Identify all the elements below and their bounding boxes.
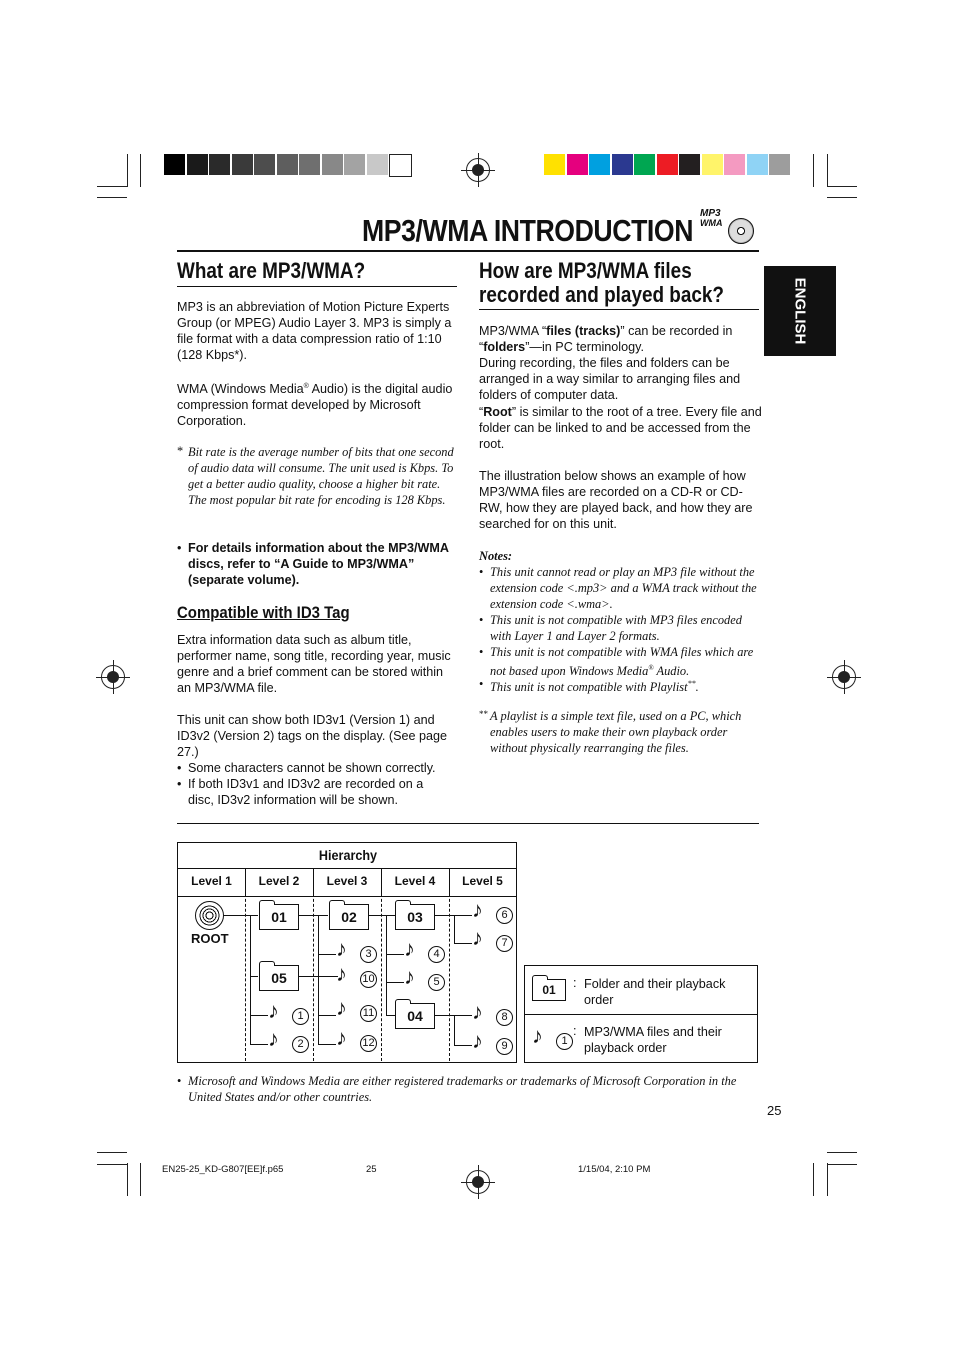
connector <box>454 943 472 944</box>
gray-swatch <box>299 154 320 175</box>
connector <box>386 954 404 955</box>
gray-swatch <box>187 154 208 175</box>
connector <box>434 915 472 916</box>
recording-paragraph: During recording, the files and folders can be arranged in a way similar to arranging files and folders of computer data. <box>479 356 741 402</box>
track-file-6 <box>472 897 522 925</box>
note-3-text-b: Audio. <box>653 664 690 679</box>
footer-timestamp: 1/15/04, 2:10 PM <box>578 1164 651 1175</box>
crop-mark <box>140 154 141 187</box>
color-swatch <box>702 154 723 175</box>
page-title: MP3/WMA INTRODUCTION <box>362 213 694 248</box>
title-rule <box>177 250 759 252</box>
left-heading-rule <box>177 286 457 287</box>
level-separator <box>449 869 450 1061</box>
root-paragraph <box>479 404 763 452</box>
gray-swatch <box>209 154 230 175</box>
note-2: This unit is not compatible with MP3 files encoded with Layer 1 and Layer 2 formats. <box>490 613 742 643</box>
level-label-4: Level 4 <box>394 874 436 888</box>
mp3-paragraph: MP3 is an abbreviation of Motion Picture Experts Group (or MPEG) Audio Layer 3. MP3 is simply a file format with a data compression ratio of 1:10 (128 Kbps*). <box>177 300 452 362</box>
level-label-3: Level 3 <box>326 874 368 888</box>
crop-mark <box>97 1164 127 1165</box>
crop-mark <box>813 154 814 187</box>
bullet-dot: • <box>479 565 484 579</box>
track-file-5 <box>404 964 454 992</box>
bullet-dot: • <box>177 761 182 775</box>
note-4-sup: ** <box>687 679 696 688</box>
disc-icon <box>728 218 754 244</box>
crop-mark <box>827 1152 857 1153</box>
music-note-icon: ♪ <box>336 936 347 961</box>
music-note-icon: ♪ <box>268 1026 279 1051</box>
crop-mark <box>827 186 857 187</box>
connector <box>318 954 336 955</box>
folders-text-bold: folders <box>483 340 526 354</box>
registration-mark-icon <box>466 1170 490 1194</box>
connector <box>223 915 258 916</box>
track-file-1 <box>268 998 318 1026</box>
page-number: 25 <box>767 1103 782 1118</box>
track-file-10 <box>336 961 386 989</box>
registration-mark-icon <box>832 665 856 689</box>
diagram-legend <box>524 965 758 1063</box>
note-3-text-a: This unit is not compatible with WMA files which are not based upon Windows Media <box>490 645 754 679</box>
note-3 <box>490 644 758 679</box>
mp3-wma-badge-icon <box>696 208 758 246</box>
illustration-paragraph: The illustration below shows an example of how MP3/WMA files are recorded on a CD-R or CD-RW, how they are played back, and how they are searched for on this unit. <box>479 469 753 531</box>
music-note-icon: ♪ <box>472 925 483 950</box>
track-number: 7 <box>496 935 513 952</box>
connector <box>454 915 455 943</box>
header-separator <box>449 869 450 896</box>
folder-01: 01 <box>259 904 299 930</box>
root-text-c: ” is similar to the root of a tree. Every file and folder can be linked to and be accessed from the root. <box>479 405 762 451</box>
color-swatch <box>747 154 768 175</box>
gray-swatch <box>322 154 343 175</box>
crop-mark <box>827 154 828 187</box>
crop-mark <box>813 1163 814 1196</box>
hierarchy-title: Hierarchy <box>318 847 378 863</box>
track-file-12 <box>336 1025 386 1053</box>
id3-paragraph-2: This unit can show both ID3v1 (Version 1) and ID3v2 (Version 2) tags on the display. (See page 27.) <box>177 713 447 759</box>
wma-paragraph <box>177 379 457 429</box>
track-file-4 <box>404 936 454 964</box>
files-text-bold: files (tracks) <box>546 324 621 338</box>
gray-swatch <box>344 154 365 175</box>
bullet-dot: • <box>479 645 484 659</box>
level-separator <box>313 869 314 1061</box>
root-text-a: “ <box>479 405 484 419</box>
root-disc-icon <box>195 901 224 930</box>
language-tab-label: ENGLISH <box>791 277 809 345</box>
track-number: 1 <box>556 1033 573 1050</box>
track-number: 5 <box>428 974 445 991</box>
bullet-dot: • <box>479 677 484 691</box>
crop-mark <box>97 197 127 198</box>
note-3-sup: ® <box>648 664 654 672</box>
footnote-mark: * <box>177 444 184 458</box>
crop-mark <box>97 1152 127 1153</box>
files-paragraph <box>479 323 759 355</box>
note-4-text-b: . <box>695 680 699 695</box>
connector <box>386 915 387 1015</box>
level-header-rule <box>178 896 516 897</box>
connector <box>454 1015 455 1045</box>
hierarchy-diagram <box>177 842 517 1063</box>
level-label-1: Level 1 <box>191 874 232 888</box>
legend-colon: : <box>573 1024 577 1038</box>
registration-mark-icon <box>466 158 490 182</box>
legend-colon: : <box>573 976 577 990</box>
legend-divider <box>525 1014 757 1015</box>
track-number: 11 <box>360 1005 377 1022</box>
music-note-icon: ♪ <box>336 961 347 986</box>
music-note-icon: ♪ <box>472 897 483 922</box>
id3-bullet-1: Some characters cannot be shown correctly. <box>188 761 436 775</box>
root-text-bold: Root <box>483 405 512 419</box>
music-note-icon: ♪ <box>268 998 279 1023</box>
legend-folder-text: Folder and their playback order <box>584 977 726 1007</box>
track-number: 4 <box>428 946 445 963</box>
header-separator <box>313 869 314 896</box>
track-number: 1 <box>292 1008 309 1025</box>
crop-mark <box>127 1163 128 1196</box>
wma-text-b: Audio) is the digital audio compression format developed by Microsoft Corporation. <box>177 382 453 429</box>
folder-03: 03 <box>395 904 435 930</box>
registration-mark-icon <box>101 665 125 689</box>
gray-swatch <box>254 154 275 175</box>
header-separator <box>245 869 246 896</box>
track-number: 10 <box>360 971 377 988</box>
connector <box>434 1015 472 1016</box>
right-heading-rule <box>479 309 759 310</box>
wma-text-a: WMA (Windows Media <box>177 382 304 397</box>
legend-folder-icon: 01 <box>532 979 566 1001</box>
crop-mark <box>827 1163 828 1196</box>
color-swatch <box>679 154 700 175</box>
track-number: 2 <box>292 1036 309 1053</box>
crop-mark <box>827 197 857 198</box>
note-4 <box>490 676 758 695</box>
color-swatch <box>612 154 633 175</box>
track-file-7 <box>472 925 522 953</box>
connector <box>454 1045 472 1046</box>
header-separator <box>381 869 382 896</box>
trademark-notice: Microsoft and Windows Media are either registered trademarks or trademarks of Microsoft Corporation in the United States and/or other countries. <box>188 1074 737 1104</box>
badge-wma-text: WMA <box>700 218 723 228</box>
bullet-dot: • <box>479 613 484 627</box>
folder-04: 04 <box>395 1003 435 1029</box>
note-4-text-a: This unit is not compatible with Playlist <box>490 680 688 695</box>
id3-bullet-2: If both ID3v1 and ID3v2 are recorded on a disc, ID3v2 information will be shown. <box>188 777 424 807</box>
track-number: 9 <box>496 1038 513 1055</box>
gray-swatch <box>164 154 185 175</box>
section-divider <box>177 823 759 824</box>
connector <box>386 982 404 983</box>
gray-swatch <box>367 154 388 175</box>
root-label: ROOT <box>191 931 229 946</box>
footer-page: 25 <box>366 1164 377 1175</box>
files-text-e: ”—in PC terminology. <box>525 340 644 354</box>
music-note-icon: ♪ <box>336 995 347 1020</box>
right-heading-line-2: recorded and played back? <box>479 282 724 307</box>
connector <box>250 1044 268 1045</box>
crop-mark <box>827 1164 857 1165</box>
color-swatch <box>567 154 588 175</box>
gray-swatch <box>389 154 412 177</box>
connector <box>318 915 319 1045</box>
crop-mark <box>140 1163 141 1196</box>
bullet-dot: • <box>177 777 182 791</box>
bullet-dot: • <box>177 541 182 555</box>
track-file-2 <box>268 1026 318 1054</box>
music-note-icon: ♪ <box>404 964 415 989</box>
files-text-a: MP3/WMA “ <box>479 324 547 338</box>
track-number: 12 <box>360 1035 377 1052</box>
crop-mark <box>97 186 127 187</box>
track-number: 8 <box>496 1009 513 1026</box>
badge-mp3-text: MP3 <box>700 208 721 219</box>
connector <box>250 915 251 1045</box>
notes-title: Notes: <box>479 549 513 563</box>
connector <box>250 976 258 977</box>
level-separator <box>245 869 246 1061</box>
files-text-c: ” can be recorded in “ <box>479 324 733 354</box>
color-swatch <box>657 154 678 175</box>
color-swatch <box>724 154 745 175</box>
track-file-11 <box>336 995 386 1023</box>
connector <box>250 1015 268 1016</box>
music-note-icon: ♪ <box>472 999 483 1024</box>
gray-swatch <box>277 154 298 175</box>
left-heading: What are MP3/WMA? <box>177 258 366 283</box>
track-number: 6 <box>496 907 513 924</box>
bullet-dot: • <box>177 1074 182 1088</box>
folder-05: 05 <box>259 965 299 991</box>
music-note-icon: ♪ <box>404 936 415 961</box>
wma-sup: ® <box>303 383 309 390</box>
right-heading-line-1: How are MP3/WMA files <box>479 258 692 283</box>
crop-mark <box>127 154 128 187</box>
gray-swatch <box>232 154 253 175</box>
color-swatch <box>544 154 565 175</box>
note-1: This unit cannot read or play an MP3 file without the extension code <.mp3> and a WMA track without the extension code <.wma>. <box>490 565 757 611</box>
id3-paragraph-1: Extra information data such as album title, performer name, song title, recording year, music genre and a brief comment can be stored within an MP3/WMA file. <box>177 633 451 695</box>
language-tab <box>764 266 836 356</box>
details-bullet: For details information about the MP3/WMA discs, refer to “A Guide to MP3/WMA” (separate volume). <box>188 541 449 587</box>
color-swatch <box>589 154 610 175</box>
connector <box>318 1015 336 1016</box>
track-file-9 <box>472 1028 522 1056</box>
track-number: 3 <box>360 946 377 963</box>
connector <box>318 1044 336 1045</box>
hierarchy-title-rule <box>178 868 516 869</box>
connector <box>386 1015 395 1016</box>
connector <box>367 915 395 916</box>
footer-filename: EN25-25_KD-G807[EE]f.p65 <box>162 1164 284 1175</box>
playlist-footnote: A playlist is a simple text file, used on a PC, which enables users to make their own playback order without physically rearranging the files. <box>490 709 742 755</box>
bitrate-footnote: Bit rate is the average number of bits that one second of audio data will consume. The unit used is Kbps. To get a better audio quality, choose a higher bit rate. The most popular bit rate for encoding is 128 Kbps. <box>188 445 454 507</box>
color-swatch <box>769 154 790 175</box>
id3-subheading: Compatible with ID3 Tag <box>177 603 350 622</box>
music-note-icon: ♪ <box>532 1023 543 1048</box>
track-file-8 <box>472 999 522 1027</box>
level-label-5: Level 5 <box>462 874 503 888</box>
folder-02: 02 <box>329 904 369 930</box>
connector <box>298 976 338 977</box>
legend-file-text: MP3/WMA files and their playback order <box>584 1025 722 1055</box>
connector <box>298 915 328 916</box>
music-note-icon: ♪ <box>472 1028 483 1053</box>
color-swatch <box>634 154 655 175</box>
level-label-2: Level 2 <box>258 874 300 888</box>
music-note-icon: ♪ <box>336 1025 347 1050</box>
double-footnote-mark: ** <box>479 709 488 719</box>
